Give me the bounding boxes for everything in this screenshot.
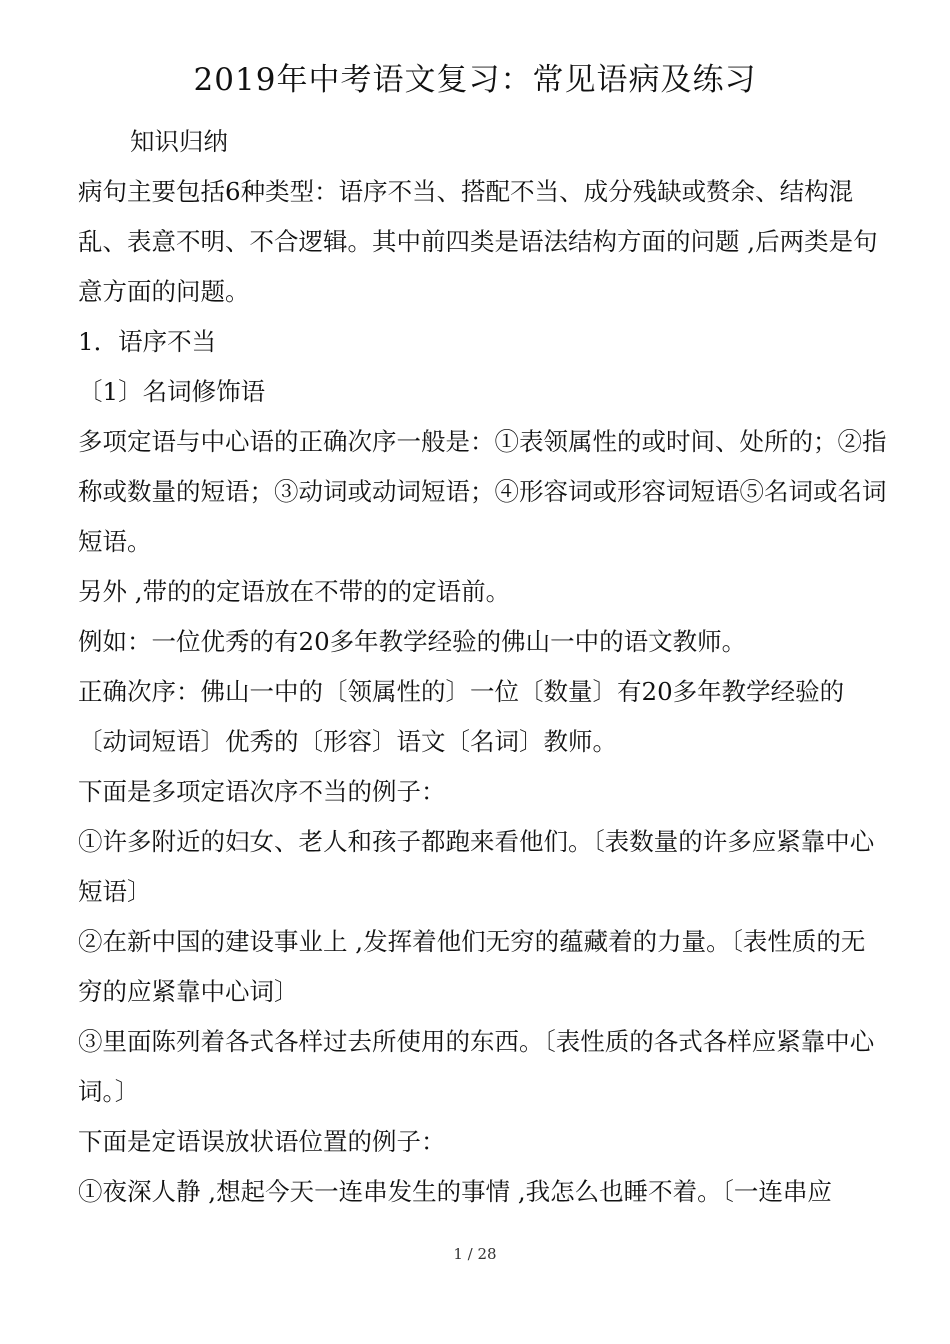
example-item: ③里面陈列着各式各样过去所使用的东西。〔表性质的各式各样应紧靠中心词。〕: [78, 1027, 875, 1106]
section-heading: 1．语序不当: [78, 327, 217, 356]
document-title: 2019年中考语文复习：常见语病及练习: [193, 62, 757, 98]
paragraph: 正确次序：佛山一中的〔领属性的〕一位〔数量〕有20多年教学经验的〔动词短语〕优秀的〔形容〕语文〔名词〕教师。: [78, 677, 845, 756]
paragraph: 下面是多项定语次序不当的例子：: [78, 777, 446, 806]
paragraph: 另外 ,带的的定语放在不带的的定语前。: [78, 577, 511, 606]
example-paragraph: 例如：一位优秀的有20多年教学经验的佛山一中的语文教师。: [78, 627, 747, 656]
example-item: ①许多附近的妇女、老人和孩子都跑来看他们。〔表数量的许多应紧靠中心短语〕: [78, 827, 875, 906]
section-heading: 知识归纳: [130, 127, 228, 156]
paragraph: 下面是定语误放状语位置的例子：: [78, 1127, 446, 1156]
example-item: ①夜深人静 ,想起今天一连串发生的事情 ,我怎么也睡不着。〔一连串应: [78, 1177, 832, 1206]
subsection-heading: 〔1〕名词修饰语: [78, 377, 266, 406]
paragraph: 病句主要包括6种类型：语序不当、搭配不当、成分残缺或赘余、结构混乱、表意不明、不合逻辑。其中前四类是语法结构方面的问题 ,后两类是句意方面的问题。: [78, 177, 878, 306]
example-item: ②在新中国的建设事业上 ,发挥着他们无穷的蕴藏着的力量。〔表性质的无穷的应紧靠中心词〕: [78, 927, 866, 1006]
document-body: [68, 117, 888, 1217]
page-number: 1 / 28: [453, 1245, 497, 1263]
paragraph: 多项定语与中心语的正确次序一般是：①表领属性的或时间、处所的；②指称或数量的短语；③动词或动词短语；④形容词或形容词短语⑤名词或名词短语。: [78, 427, 887, 556]
